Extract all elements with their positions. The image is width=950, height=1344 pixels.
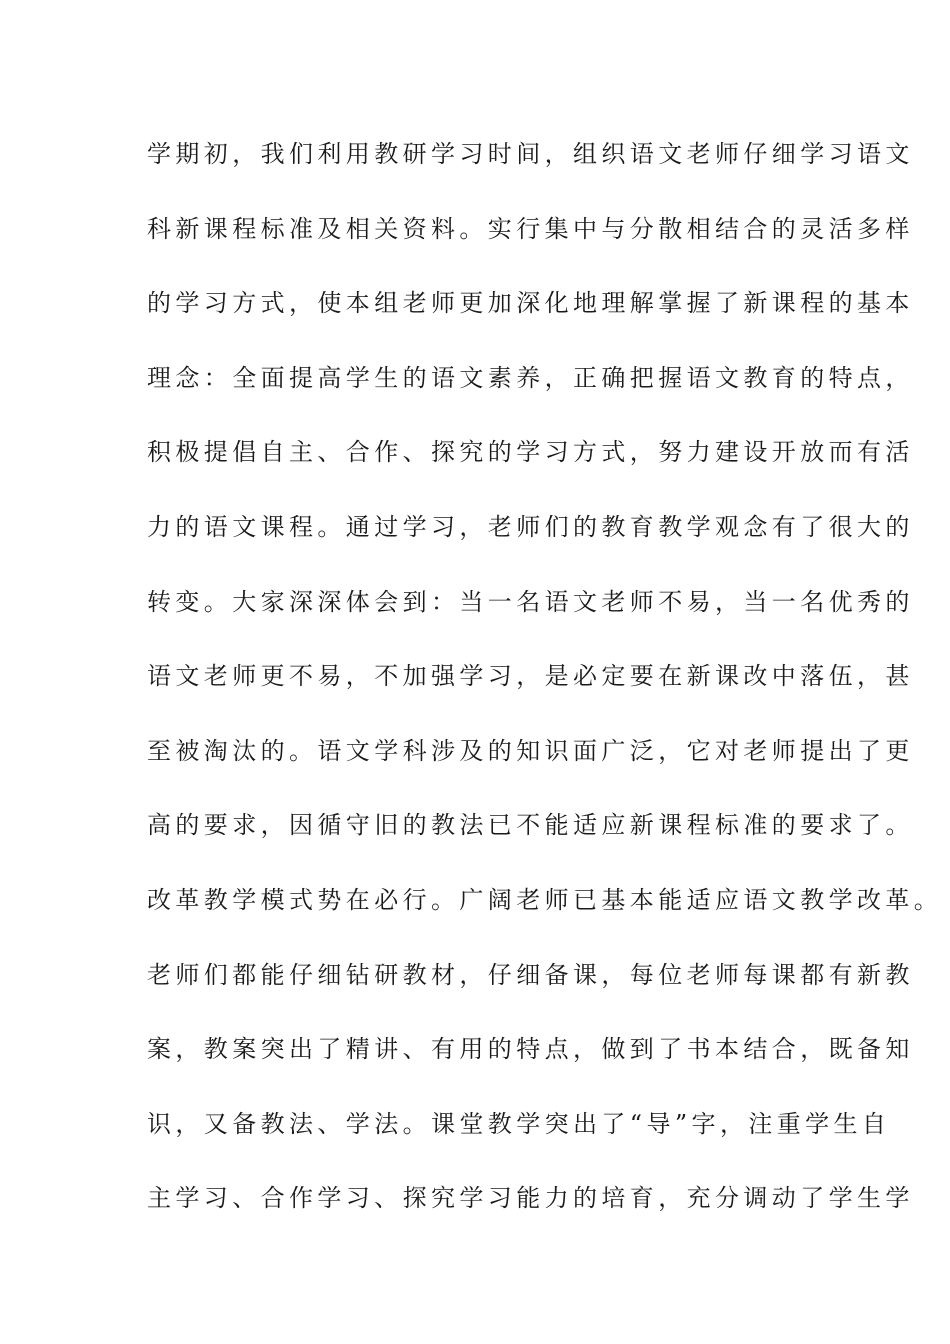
body-text: [147, 131, 943, 1250]
text-line: 积极提倡自主、合作、探究的学习方式，努力建设开放而有活: [147, 438, 914, 467]
text-line: 改革教学模式势在必行。广阔老师已基本能适应语文教学改革。: [147, 885, 943, 914]
text-line: 理念：全面提高学生的语文素养，正确把握语文教育的特点，: [147, 363, 914, 392]
text-line: 老师们都能仔细钻研教材，仔细备课，每位老师每课都有新教: [147, 960, 914, 989]
text-line: 高的要求，因循守旧的教法已不能适应新课程标准的要求了。: [147, 811, 914, 840]
text-line: 至被淘汰的。语文学科涉及的知识面广泛，它对老师提出了更: [147, 736, 914, 765]
text-line: 科新课程标准及相关资料。实行集中与分散相结合的灵活多样: [147, 214, 914, 243]
text-line: 案，教案突出了精讲、有用的特点，做到了书本结合，既备知: [147, 1035, 914, 1064]
text-line: 的学习方式，使本组老师更加深化地理解掌握了新课程的基本: [147, 289, 914, 318]
text-line: 力的语文课程。通过学习，老师们的教育教学观念有了很大的: [147, 512, 914, 541]
text-line: 语文老师更不易，不加强学习，是必定要在新课改中落伍，甚: [147, 662, 914, 691]
text-line: 转变。大家深深体会到：当一名语文老师不易，当一名优秀的: [147, 587, 914, 616]
text-line: 学期初，我们利用教研学习时间，组织语文老师仔细学习语文: [147, 140, 914, 168]
text-line: 识，又备教法、学法。课堂教学突出了“导”字，注重学生自: [147, 1109, 891, 1138]
text-line: 主学习、合作学习、探究学习能力的培育，充分调动了学生学: [147, 1184, 914, 1213]
